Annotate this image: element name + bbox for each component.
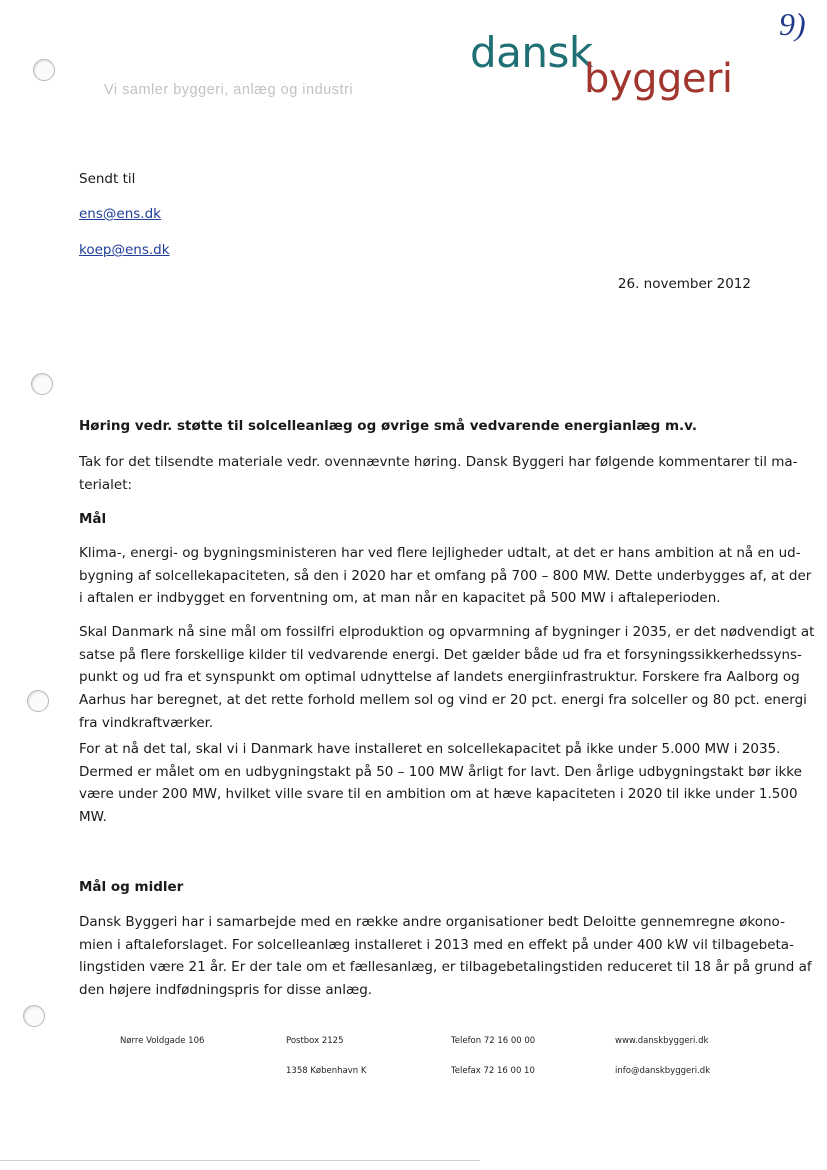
recipients-label: Sendt til [79,171,136,187]
text-line: i aftalen er indbygget en forventning om, at man når en kapacitet på 500 MW i aftaleperioden. [79,590,721,607]
paragraph-maal-1 [79,542,812,610]
paragraph-maal-og-midler-1 [79,911,812,1002]
text-line: være under 200 MW, hvilket ville svare til en ambition om at hæve kapaciteten i 2020 til ikke under 1.500 [79,786,798,803]
footer-phone: Telefon 72 16 00 00 [451,1036,536,1046]
recipient-email-1[interactable]: ens@ens.dk [79,206,161,222]
paragraph-maal-2 [79,621,815,735]
text-line: Dermed er målet om en udbygningstakt på 50 – 100 MW årligt for lavt. Den årlige udbygningstakt bør ikke [79,763,802,780]
section-heading-maal-og-midler: Mål og midler [79,879,184,895]
text-line: lingstiden være 21 år. Er der tale om et fællesanlæg, er tilbagebetalingstiden reduceret til 18 år på grund af [79,959,812,976]
punch-hole-2 [31,373,53,395]
paragraph-maal-3 [79,738,802,829]
text-line: terialet: [79,476,133,493]
text-line: den højere indfødningspris for disse anlæg. [79,982,373,999]
text-line: For at nå det tal, skal vi i Danmark have installeret en solcellekapacitet på ikke under 5.000 MW i 2035. [79,741,781,757]
letter-date: 26. november 2012 [617,276,751,292]
footer-address: Nørre Voldgade 106 [120,1036,205,1046]
text-line: punkt og ud fra et synspunkt om optimal udnyttelse af landets energiinfrastruktur. Forskere fra Aalborg og [79,669,800,686]
punch-hole-3 [27,690,49,712]
intro-paragraph [79,451,798,496]
text-line: bygning af solcellekapaciteten, så den i 2020 har et omfang på 700 – 800 MW. Dette underbygges af, at der [79,567,812,584]
handwritten-page-number: 9) [779,6,806,42]
logo-byggeri-text: byggeri [584,56,733,102]
text-line: Klima-, energi- og bygningsministeren har ved flere lejligheder udtalt, at det er hans ambition at nå en ud- [79,545,801,561]
text-line: fra vindkraftværker. [79,714,214,731]
text-line: Aarhus har beregnet, at det rette forhold mellem sol og vind er 20 pct. energi fra solceller og 80 pct. energi [79,692,807,709]
recipient-email-2[interactable]: koep@ens.dk [79,242,170,258]
scan-edge-line [0,1160,480,1161]
text-line: satse på flere forskellige kilder til vedvarende energi. Det gælder både ud fra et forsyningssikkerhedssyns- [79,646,802,663]
footer-postbox: Postbox 2125 [286,1036,344,1046]
punch-hole-4 [23,1005,45,1027]
text-line: Skal Danmark nå sine mål om fossilfri elproduktion og opvarmning af bygninger i 2035, er det nødvendigt at [79,624,815,640]
section-heading-maal: Mål [79,511,107,527]
logo-dansk-text: dansk [470,28,593,77]
punch-hole-1 [33,59,55,81]
footer-email-link[interactable]: info@danskbyggeri.dk [615,1066,711,1076]
text-line: MW. [79,809,107,826]
footer-fax: Telefax 72 16 00 10 [451,1066,535,1076]
letterhead-tagline: Vi samler byggeri, anlæg og industri [104,82,354,98]
text-line: mien i aftaleforslaget. For solcelleanlæg installeret i 2013 med en effekt på under 400 kW vil tilbagebeta- [79,936,794,953]
text-line: Dansk Byggeri har i samarbejde med en række andre organisationer bedt Deloitte gennemregne økono- [79,914,785,930]
text-line: Tak for det tilsendte materiale vedr. ovennævnte høring. Dansk Byggeri har følgende kommentarer til ma- [79,454,798,470]
letter-subject: Høring vedr. støtte til solcelleanlæg og øvrige små vedvarende energianlæg m.v. [79,418,697,434]
footer-website-link[interactable]: www.danskbyggeri.dk [615,1036,709,1046]
footer-city: 1358 København K [286,1066,367,1076]
